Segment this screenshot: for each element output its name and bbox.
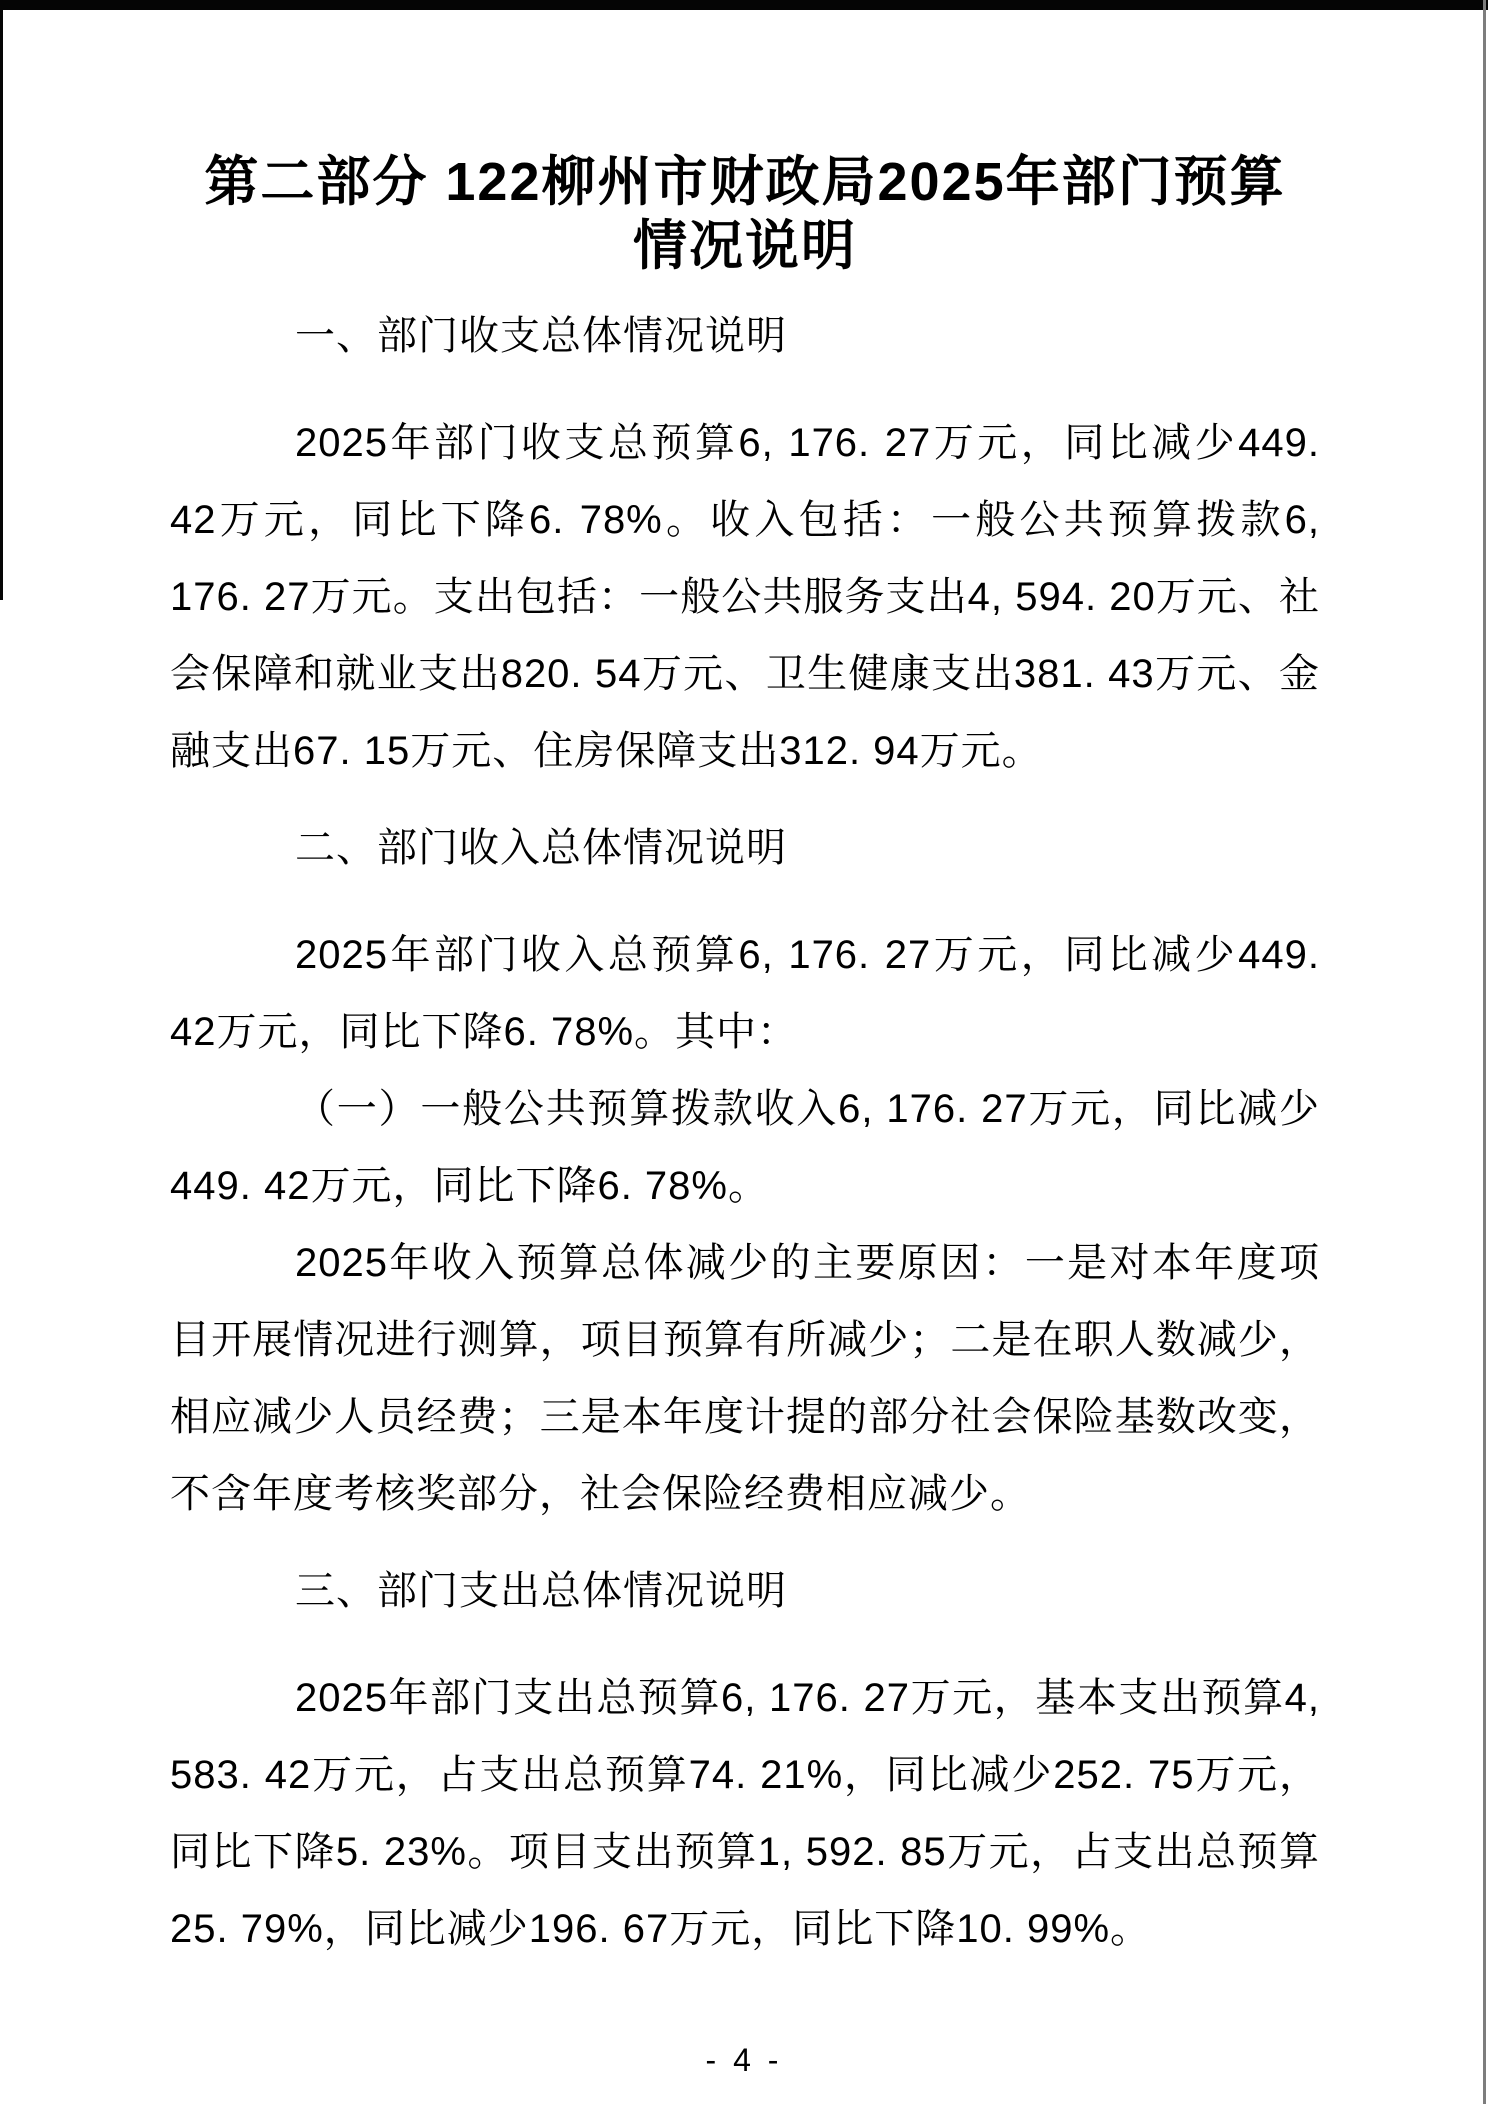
document-title-line-1: 第二部分 122柳州市财政局2025年部门预算 <box>204 152 1286 212</box>
page-number: - 4 - <box>705 2042 783 2078</box>
scan-edge-left <box>0 0 3 600</box>
document-content <box>170 0 1320 1968</box>
paragraph-income-total: 2025年部门收入总预算6, 176. 27万元，同比减少449. 42万元，同比下降6. 78%。其中： <box>170 933 1320 1054</box>
paragraph-expenditure-total: 2025年部门支出总预算6, 176. 27万元，基本支出预算4, 583. 42万元，占支出总预算74. 21%，同比减少252. 75万元，同比下降5. 23%。项目支出预算1, 592. 85万元，占支出总预算25. 79%，同比减少196. 67万元，同比下降10. 99%。 <box>170 1676 1320 1951</box>
document-title-line-2: 情况说明 <box>633 216 857 276</box>
document-title <box>170 150 1320 278</box>
section-expenditure-overview-heading: 三、部门支出总体情况说明 <box>295 1569 787 1613</box>
section-income-overview-heading: 二、部门收入总体情况说明 <box>295 826 787 870</box>
paragraph-income-decrease-reasons: 2025年收入预算总体减少的主要原因：一是对本年度项目开展情况进行测算，项目预算有所减少；二是在职人数减少，相应减少人员经费；三是本年度计提的部分社会保险基数改变，不含年度考核奖部分，社会保险经费相应减少。 <box>170 1241 1320 1516</box>
paragraph-income-public-budget: （一）一般公共预算拨款收入6, 176. 27万元，同比减少449. 42万元，同比下降6. 78%。 <box>170 1087 1320 1208</box>
section-income-overview <box>170 810 1320 1533</box>
section-expenditure-overview <box>170 1553 1320 1968</box>
section-overall-budget-heading: 一、部门收支总体情况说明 <box>295 314 787 358</box>
scan-edge-right <box>1483 0 1486 2104</box>
paragraph-overall-budget: 2025年部门收支总预算6, 176. 27万元，同比减少449. 42万元，同比下降6. 78%。收入包括：一般公共预算拨款6, 176. 27万元。支出包括：一般公共服务支出4, 594. 20万元、社会保障和就业支出820. 54万元、卫生健康支出381. 43万元、金融支出67. 15万元、住房保障支出312. 94万元。 <box>170 421 1320 773</box>
section-overall-budget <box>170 298 1320 790</box>
